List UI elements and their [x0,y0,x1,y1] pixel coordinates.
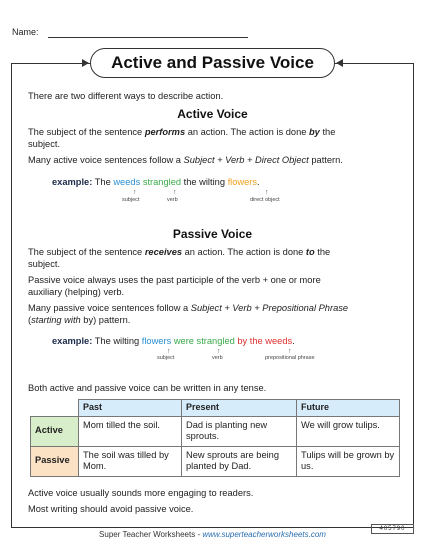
arrow-up-icon: ↑ [173,189,177,196]
active-definition [28,126,398,138]
table-cell: Mom tilled the soil. [79,416,182,446]
text: an action. The action is done [185,127,309,137]
arrow-up-icon: ↑ [167,348,171,355]
passive-heading: Passive Voice [172,227,253,241]
text: by) pattern. [80,315,131,325]
closing-avoid: Most writing should avoid passive voice. [28,504,194,514]
text: . [257,177,260,187]
active-pattern [28,154,343,166]
passive-pattern [28,302,348,314]
arrow-up-icon: ↑ [217,348,221,355]
table-cell: Dad is planting new sprouts. [182,416,297,446]
example-verb: strangled [142,177,182,187]
text: The subject of the sentence [28,127,145,137]
text: . [292,336,295,346]
table-cell: Tulips will be grown by us. [297,446,400,476]
emphasis: by [309,127,320,137]
passive-participle-cont: auxiliary (helping) verb. [28,287,125,297]
passive-participle: Passive voice always uses the past participle of the verb + one or more [28,275,321,285]
passive-definition [28,246,398,258]
text: ( [28,315,32,325]
table-cell: We will grow tulips. [297,416,400,446]
emphasis: receives [144,247,183,257]
tense-intro: Both active and passive voice can be written in any tense. [28,383,267,393]
name-line[interactable] [48,37,248,38]
title-rule-right [335,63,414,64]
row-label-active: Active [31,416,79,446]
text: Many passive voice sentences follow a [28,303,191,313]
example-label: example: [52,336,93,346]
arrow-up-icon: ↑ [288,348,292,355]
text: an action. The action is done [182,247,306,257]
emphasis: to [305,247,315,257]
closing-engaging: Active voice usually sounds more engaging to readers. [28,488,254,498]
note-direct-object: direct object [250,197,280,203]
intro-text: There are two different ways to describe action. [28,91,224,101]
tense-table [30,399,400,477]
footer [0,530,425,539]
note-subject: subject [122,197,140,203]
footer-text: Super Teacher Worksheets - [99,530,203,539]
note-prepositional-phrase: prepositional phrase [265,355,315,361]
text: Many active voice sentences follow a [28,155,184,165]
table-row [31,446,400,476]
example-phrase: by the weeds [237,336,293,346]
table-row [31,416,400,446]
text: pattern. [308,155,343,165]
active-definition-cont: subject. [28,139,61,149]
table-cell: New sprouts are being planted by Dad. [182,446,297,476]
text: the [319,127,336,137]
example-verb: were strangled [173,336,235,346]
text: the wilting [181,177,228,187]
pattern: Subject + Verb + Prepositional Phrase [190,303,349,313]
header-past: Past [79,400,182,417]
passive-pattern-cont [28,314,130,326]
example-subject: weeds [113,177,141,187]
note-verb: verb [212,355,223,361]
example-object: flowers [227,177,258,187]
header-present: Present [182,400,297,417]
text: The wilting [94,336,142,346]
active-heading: Active Voice [177,107,248,121]
emphasis: performs [144,127,186,137]
page-title: Active and Passive Voice [90,48,335,78]
passive-example [52,336,295,346]
note-subject: subject [157,355,175,361]
worksheet-code: 405790 [371,524,414,534]
example-label: example: [52,177,93,187]
title-rule-left [11,63,91,64]
table-corner [31,400,79,417]
note-verb: verb [167,197,178,203]
row-label-passive: Passive [31,446,79,476]
arrow-left-icon [336,59,343,67]
pattern: Subject + Verb + Direct Object [183,155,309,165]
text: The subject of the sentence [28,247,145,257]
text: the [314,247,331,257]
pattern: starting with [31,315,81,325]
name-label: Name: [12,27,39,37]
active-example [52,177,260,187]
arrow-up-icon: ↑ [133,189,137,196]
arrow-right-icon [82,59,89,67]
header-future: Future [297,400,400,417]
example-subject: flowers [141,336,172,346]
table-header-row [31,400,400,417]
footer-link[interactable]: www.superteacherworksheets.com [202,530,326,539]
arrow-up-icon: ↑ [265,189,269,196]
table-cell: The soil was tilled by Mom. [79,446,182,476]
text: The [94,177,114,187]
passive-definition-cont: subject. [28,259,61,269]
